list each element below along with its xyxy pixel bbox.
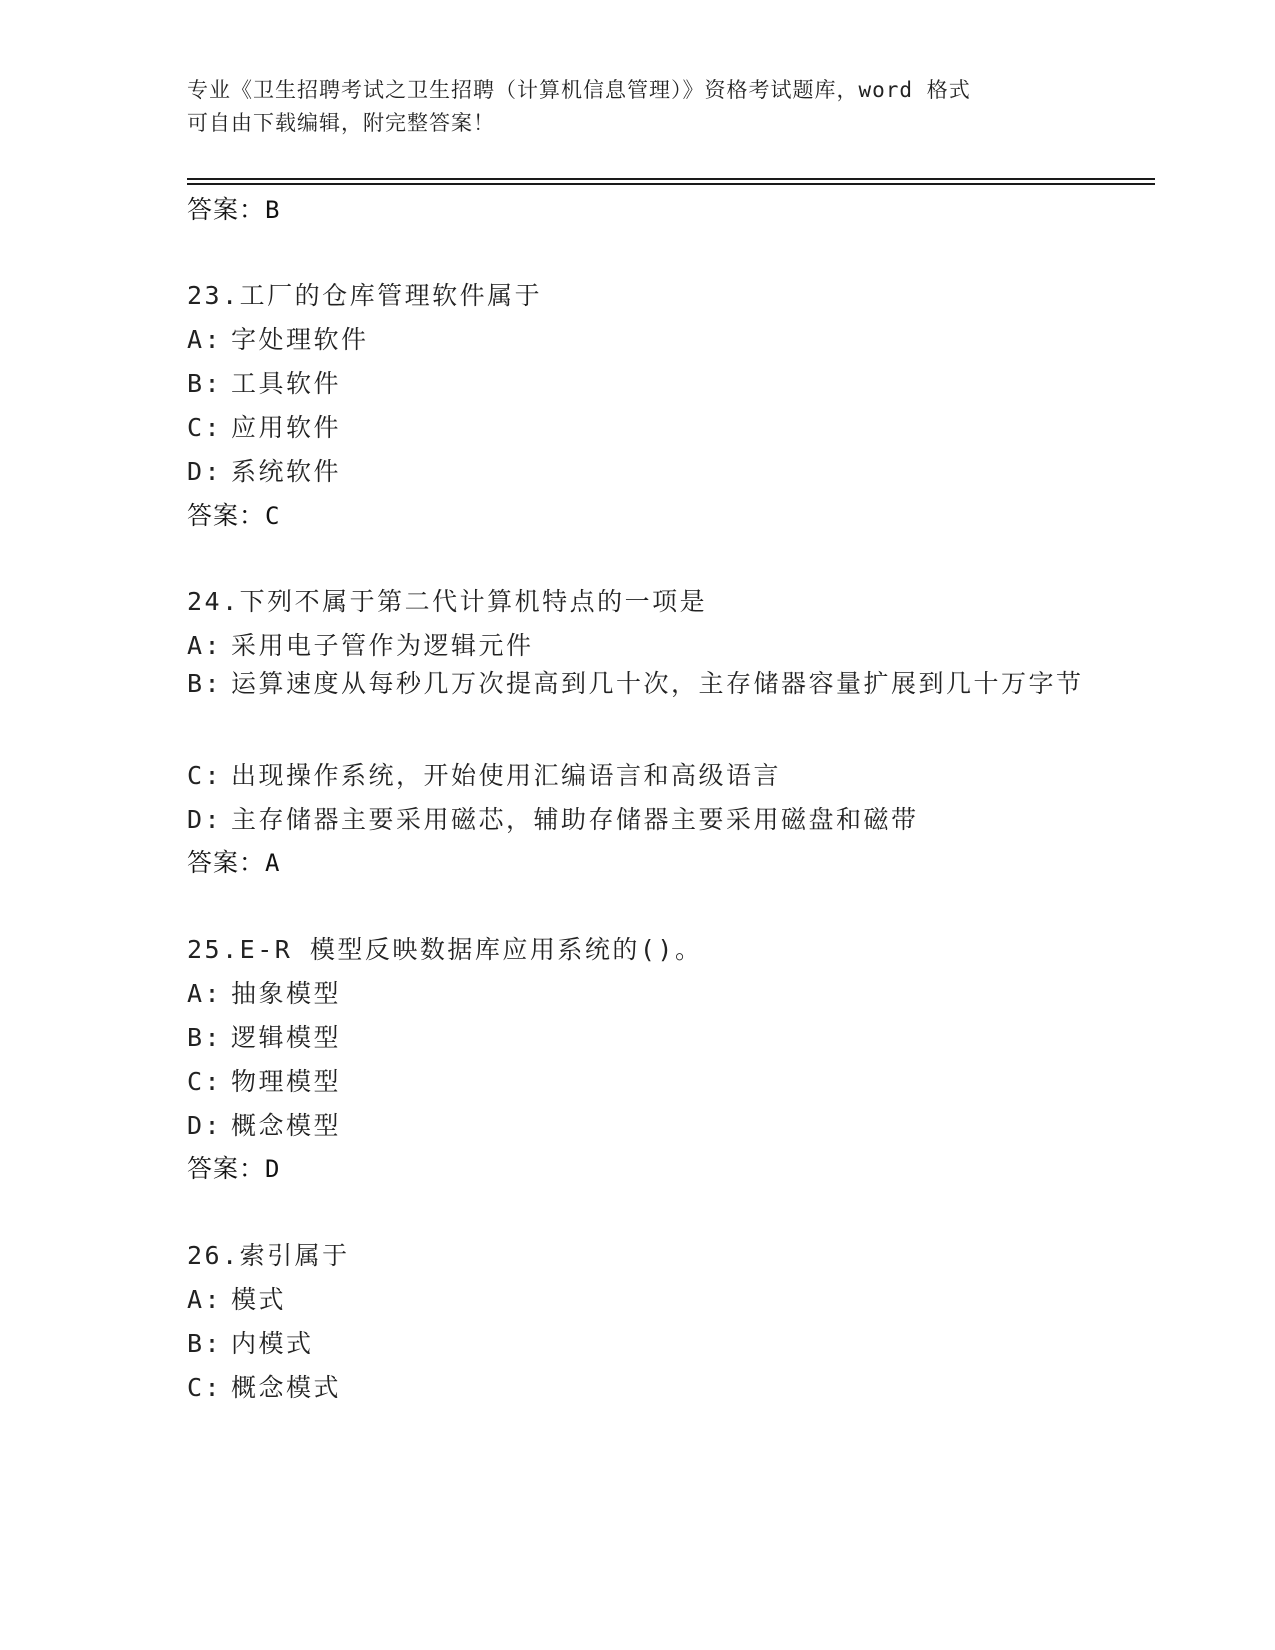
question-text: 下列不属于第二代计算机特点的一项是 xyxy=(239,587,708,616)
question-number: 24. xyxy=(187,587,240,616)
option-key: B: xyxy=(187,1329,223,1358)
question-25-answer xyxy=(187,1149,280,1185)
question-25-title xyxy=(187,930,702,966)
option-text: 物理模型 xyxy=(231,1067,342,1096)
question-23-option-a xyxy=(187,320,369,356)
question-25-option-c xyxy=(187,1062,341,1098)
question-23-option-d xyxy=(187,452,341,488)
document-header xyxy=(187,74,1087,140)
option-key: B: xyxy=(187,669,223,698)
question-text: 索引属于 xyxy=(239,1241,350,1270)
question-26-title xyxy=(187,1236,350,1272)
option-text: 采用电子管作为逻辑元件 xyxy=(231,631,534,660)
option-text: 系统软件 xyxy=(231,457,342,486)
question-text: E-R 模型反映数据库应用系统的()。 xyxy=(239,935,703,964)
answer-label: 答案： xyxy=(187,195,266,224)
option-key: B: xyxy=(187,1023,223,1052)
question-23-title xyxy=(187,276,542,312)
question-23-option-b xyxy=(187,364,341,400)
option-key: C: xyxy=(187,1373,223,1402)
option-key: B: xyxy=(187,369,223,398)
option-text: 抽象模型 xyxy=(231,979,342,1008)
option-text: 主存储器主要采用磁芯，辅助存储器主要采用磁盘和磁带 xyxy=(231,805,919,834)
header-line-2: 可自由下载编辑，附完整答案！ xyxy=(187,111,495,135)
answer-label: 答案： xyxy=(187,501,266,530)
option-text: 出现操作系统，开始使用汇编语言和高级语言 xyxy=(231,761,782,790)
question-25-option-a xyxy=(187,974,341,1010)
header-divider-top xyxy=(187,178,1155,180)
header-divider-bottom xyxy=(187,183,1155,185)
question-23-answer xyxy=(187,496,280,532)
question-25-option-d xyxy=(187,1106,341,1142)
option-text: 模式 xyxy=(231,1285,287,1314)
option-text: 工具软件 xyxy=(231,369,342,398)
option-text: 逻辑模型 xyxy=(231,1023,342,1052)
answer-value: C xyxy=(265,502,281,530)
question-24-answer xyxy=(187,843,280,879)
question-26-option-b xyxy=(187,1324,314,1360)
question-number: 23. xyxy=(187,281,240,310)
option-key: D: xyxy=(187,1111,223,1140)
option-text: 字处理软件 xyxy=(231,325,369,354)
question-24-option-c xyxy=(187,756,781,792)
question-23-option-c xyxy=(187,408,341,444)
question-24-option-d xyxy=(187,800,919,836)
question-26-option-c xyxy=(187,1368,341,1404)
option-text: 运算速度从每秒几万次提高到几十次，主存储器容量扩展到几十万字节 xyxy=(231,669,1084,698)
option-key: C: xyxy=(187,413,223,442)
header-line-1: 专业《卫生招聘考试之卫生招聘（计算机信息管理）》资格考试题库，word 格式 xyxy=(187,78,971,102)
option-key: C: xyxy=(187,1067,223,1096)
option-key: A: xyxy=(187,631,223,660)
answer-line-prev xyxy=(187,190,280,226)
option-key: A: xyxy=(187,979,223,1008)
option-key: A: xyxy=(187,1285,223,1314)
question-26-option-a xyxy=(187,1280,286,1316)
answer-value: A xyxy=(265,849,281,877)
option-text: 应用软件 xyxy=(231,413,342,442)
question-24-option-a xyxy=(187,626,534,662)
option-key: A: xyxy=(187,325,223,354)
question-24-title xyxy=(187,582,707,618)
answer-label: 答案： xyxy=(187,1154,266,1183)
answer-value: B xyxy=(265,196,281,224)
option-key: D: xyxy=(187,457,223,486)
question-25-option-b xyxy=(187,1018,341,1054)
question-number: 26. xyxy=(187,1241,240,1270)
option-key: D: xyxy=(187,805,223,834)
answer-label: 答案： xyxy=(187,848,266,877)
question-text: 工厂的仓库管理软件属于 xyxy=(239,281,543,310)
option-key: C: xyxy=(187,761,223,790)
question-24-option-b xyxy=(187,662,1087,705)
option-text: 概念模型 xyxy=(231,1111,342,1140)
answer-value: D xyxy=(265,1155,281,1183)
question-number: 25. xyxy=(187,935,240,964)
option-text: 概念模式 xyxy=(231,1373,342,1402)
option-text: 内模式 xyxy=(231,1329,314,1358)
